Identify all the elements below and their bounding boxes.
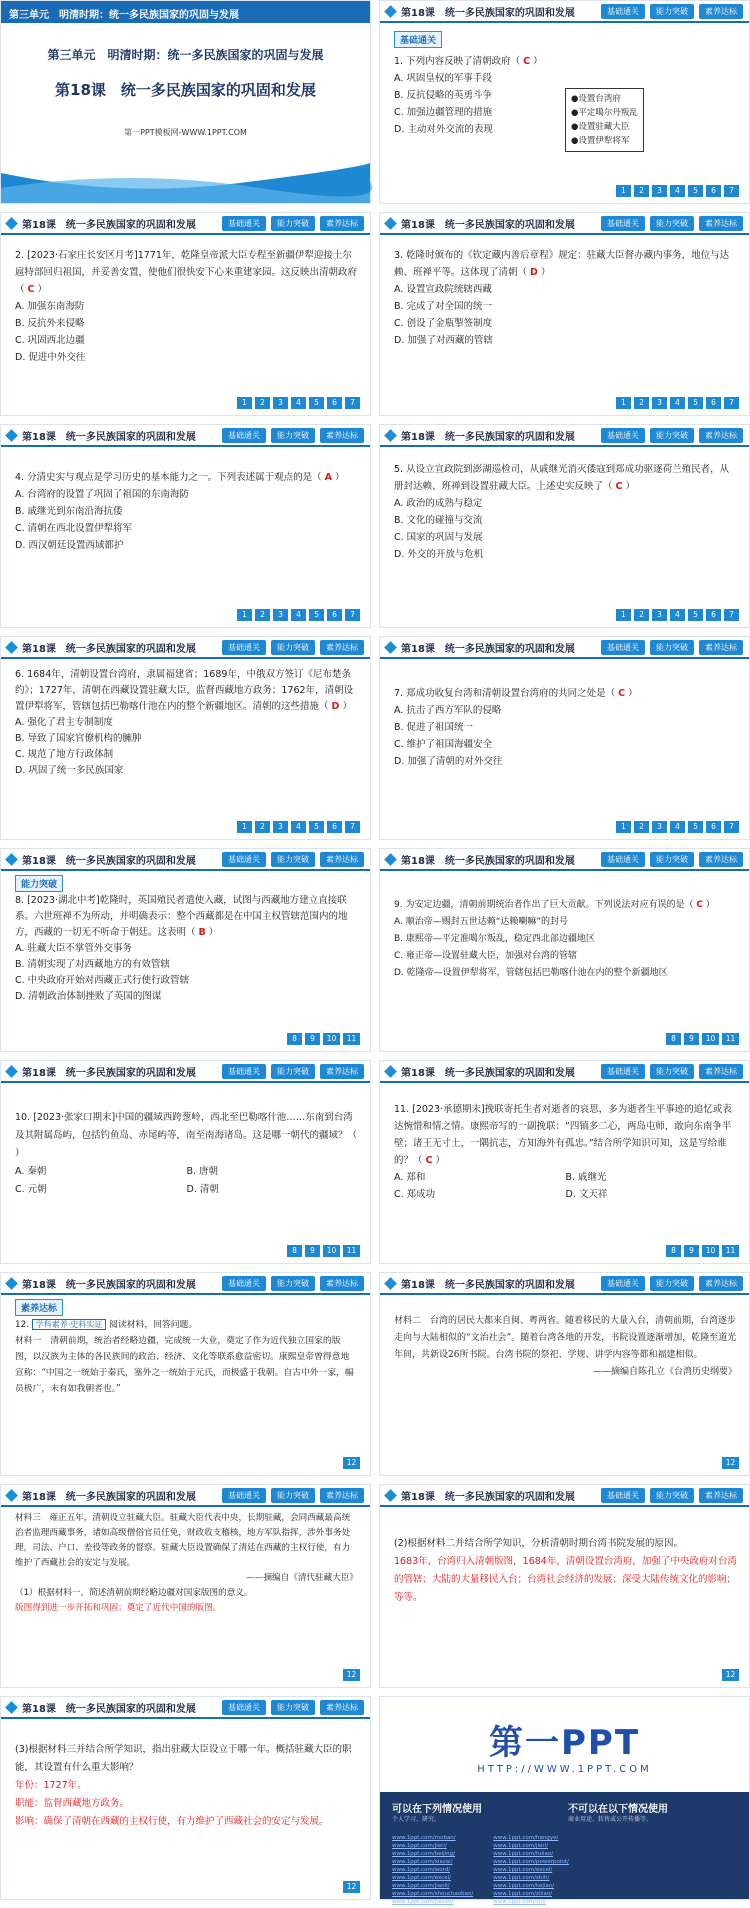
pager: 8 9 10 11 — [287, 1033, 360, 1045]
slide-q10 — [0, 1060, 371, 1264]
pager: 1 2 3 4 5 6 7 — [616, 397, 739, 409]
section-tag: 素养达标 — [15, 1299, 63, 1316]
pager: 1 2 3 4 5 6 7 — [616, 821, 739, 833]
tab-basic[interactable]: 基础通关 — [222, 640, 266, 655]
sub-question-3: (3)根据材料三并结合所学知识，指出驻藏大臣设立于哪一年。概括驻藏大臣的职能，其设置有什么重大影响？ 年份：1727年。 职能：监督西藏地方政务。 影响：确保了清朝在西藏的主权行使，有力维护了西藏社会的安定与发展。 — [15, 1744, 352, 1827]
tab-basic[interactable]: 基础通关 — [601, 640, 645, 655]
slide-header: 第18课 统一多民族国家的巩固和发展 — [1, 637, 370, 659]
pager: 1 2 3 4 5 6 7 — [237, 821, 360, 833]
material-3: 材料三 雍正五年，清朝设立驻藏大臣。驻藏大臣代表中央，长期驻藏，会同西藏最高统治者监理西藏事务，诸如高级僧俗官员任免，财政收支稽核，地方军队指挥，涉外事务处理，司法、户口、差役等政务的督察。驻藏大臣设置确保了清廷在西藏的主权行使，有力维护了西藏社会的安定与发展。 ——摘编自《清代驻藏大臣》 （1）根据材料一，简述清朝前期经略边疆对国家版图的意义。 版图得到进一步开拓和巩固；奠定了近代中国的版图。 — [15, 1513, 358, 1613]
tab-ability[interactable]: 能力突破 — [650, 1276, 694, 1291]
slide-q9 — [379, 848, 750, 1052]
tab-literacy[interactable]: 素养达标 — [699, 1064, 743, 1079]
lesson-title: 第18课 统一多民族国家的巩固和发展 — [55, 81, 316, 99]
diamond-icon — [384, 853, 397, 866]
sub-question-2: (2)根据材料二并结合所学知识，分析清朝时期台湾书院发展的原因。 1683年，台湾归入清朝版图，1684年，清朝设置台湾府，加强了中央政府对台湾的管辖；大陆的大量移民入台；台湾社会经济的发展；深受大陆传统文化的影响；等等。 — [394, 1538, 737, 1603]
slide-q8 — [0, 848, 371, 1052]
question: 2. [2023·石家庄长安区月考]1771年，乾隆皇帝派大臣专程至新疆伊犁迎接土尔扈特部回归祖国，并妥善安置，使他们很快安下心来重建家园。这反映出清朝政府（ C ） A. 加强东南海防 B. 反抗外来侵略 C. 巩固西北边疆 D. 促进中外交往 — [15, 250, 358, 363]
tab-literacy[interactable]: 素养达标 — [699, 1276, 743, 1291]
slide-header: 第18课 统一多民族国家的巩固和发展 — [380, 1273, 749, 1295]
slide-q12-sub3 — [0, 1696, 371, 1900]
pager: 1 2 3 4 5 6 7 — [616, 185, 739, 197]
tab-basic[interactable]: 基础通关 — [601, 852, 645, 867]
tab-basic[interactable]: 基础通关 — [601, 428, 645, 443]
tab-basic[interactable]: 基础通关 — [222, 1276, 266, 1291]
slide-q12-m1 — [0, 1272, 371, 1476]
material-2: 材料二 台湾的居民大都来自闽、粤两省。随着移民的大量入台，清朝前期，台湾逐步走向与大陆相似的“文治社会”。随着台湾各地的开发，书院设置逐渐增加，乾隆至道光年间，共新设26所书院。台湾书院的祭祀、学规、讲学内容等都和福建相似。 ——摘编自陈孔立《台湾历史纲要》 — [394, 1316, 737, 1377]
question: 6. 1684年，清朝设置台湾府，隶属福建省；1689年，中俄双方签订《尼布楚条约》；1727年，清朝在西藏设置驻藏大臣，监督西藏地方政务；1762年，清朝设置伊犁将军，管辖包括巴勒喀什池在内的整个新疆地区。清朝的这些措施（ D ） A. 强化了君主专制制度 B. 导致了国家官僚机构的臃肿 C. 规范了地方行政体制 D. 巩固了统一多民族国家 — [15, 669, 354, 776]
slide-header: 第18课 统一多民族国家的巩固和发展 — [1, 213, 370, 235]
slide-header: 第18课 统一多民族国家的巩固和发展 — [1, 849, 370, 871]
tab-literacy[interactable]: 素养达标 — [699, 4, 743, 19]
tab-basic[interactable]: 基础通关 — [601, 4, 645, 19]
pager: 12 — [722, 1457, 739, 1469]
site-text: 第一PPT模板网-WWW.1PPT.COM — [124, 128, 247, 137]
slide-q12-m2 — [379, 1272, 750, 1476]
diamond-icon — [5, 641, 18, 654]
unit-bar: 第三单元 明清时期：统一多民族国家的巩固与发展 — [1, 1, 370, 23]
pager: 12 — [343, 1457, 360, 1469]
question: 4. 分清史实与观点是学习历史的基本能力之一。下列表述属于观点的是（ A ） A. 台湾府的设置了巩固了祖国的东南海防 B. 戚继光到东南沿海抗倭 C. 清朝在西北设置伊犁将军 D. 西汉朝廷设置西域都护 — [15, 472, 345, 551]
tab-literacy[interactable]: 素养达标 — [320, 428, 364, 443]
tab-literacy[interactable]: 素养达标 — [320, 1488, 364, 1503]
slide-header: 第18课 统一多民族国家的巩固和发展 — [1, 425, 370, 447]
tab-ability[interactable]: 能力突破 — [271, 1488, 315, 1503]
pager: 8 9 10 11 — [666, 1245, 739, 1257]
slide-header: 第18课 统一多民族国家的巩固和发展 — [380, 849, 749, 871]
diamond-icon — [5, 1489, 18, 1502]
slide-header: 第18课 统一多民族国家的巩固和发展 — [380, 1061, 749, 1083]
slide-q12-m3 — [0, 1484, 371, 1688]
diamond-icon — [384, 1277, 397, 1290]
tab-basic[interactable]: 基础通关 — [222, 1064, 266, 1079]
diamond-icon — [5, 217, 18, 230]
tab-basic[interactable]: 基础通关 — [222, 852, 266, 867]
slide-header: 第18课 统一多民族国家的巩固和发展 — [380, 213, 749, 235]
pager: 8 9 10 11 — [666, 1033, 739, 1045]
slide-header: 第18课 统一多民族国家的巩固和发展 — [380, 637, 749, 659]
slide-header: 第18课 统一多民族国家的巩固和发展 — [380, 425, 749, 447]
question: 3. 乾隆时颁布的《钦定藏内善后章程》规定：驻藏大臣督办藏内事务，地位与达赖、班禅平等。这体现了清朝（ D ） A. 设置宣政院统辖西藏 B. 完成了对全国的统一 C. 创设了金瓶掣签制度 D. 加强了对西藏的管辖 — [394, 250, 730, 346]
tab-basic[interactable]: 基础通关 — [222, 1488, 266, 1503]
tab-ability[interactable]: 能力突破 — [650, 428, 694, 443]
section-tag: 基础通关 — [394, 31, 442, 48]
slide-q4 — [0, 424, 371, 628]
pager: 1 2 3 4 5 6 7 — [237, 609, 360, 621]
pager: 8 9 10 11 — [287, 1245, 360, 1257]
tab-literacy[interactable]: 素养达标 — [320, 216, 364, 231]
1ppt-logo: 第一PPT — [488, 1722, 641, 1763]
slide-header: 第18课 统一多民族国家的巩固和发展 — [380, 1, 749, 23]
usage-panel: 可以在下列情况使用 个人学习、研究。 不可以在以下情况使用 商业用途、转售或公开传播等。 www.1ppt.com/moban/ www.1ppt.com/jieri/ www.1ppt.com/beijing/ www.1ppt.com/xiazai/ www.1ppt.com/word/ www.1ppt.com/excel/ www.1ppt.com/jianli/ www.1ppt.com/shouchaobao/ www.1ppt.com/jiaoan/ www.1ppt.com/hangye/ www.1ppt.com/jieri/ www.1ppt.com/fuliao/ www.1ppt.com/powerpoint/ www.1ppt.com/excel/ www.1ppt.com/shiti/ www.1ppt.com/kejian/ www.1ppt.com/ziliao/ www.1ppt.com/shi/ — [380, 1792, 749, 1899]
tab-ability[interactable]: 能力突破 — [650, 1064, 694, 1079]
slide-header: 第18课 统一多民族国家的巩固和发展 — [380, 1485, 749, 1507]
slide-q11 — [379, 1060, 750, 1264]
tab-basic[interactable]: 基础通关 — [601, 1276, 645, 1291]
tab-literacy[interactable]: 素养达标 — [320, 640, 364, 655]
tab-ability[interactable]: 能力突破 — [271, 428, 315, 443]
diamond-icon — [384, 1065, 397, 1078]
tab-ability[interactable]: 能力突破 — [650, 4, 694, 19]
pager: 12 — [722, 1669, 739, 1681]
material-1: 12. 学科素养·史料实证 阅读材料，回答问题。 材料一 清朝前期，统治者经略边疆，完成统一大业，奠定了作为近代独立国家的版图，以汉族为主体的各民族间的政治、经济、文化等联系愈益密切。康熙皇帝曾得意地宣称：“中国之一统始于秦氏，塞外之一统始于元氏，而极盛于我朝。自古中外一家，幅员极广，未有如我朝者也。” — [15, 1320, 354, 1394]
slide-1ppt — [379, 1696, 750, 1905]
tab-literacy[interactable]: 素养达标 — [320, 1276, 364, 1291]
tab-literacy[interactable]: 素养达标 — [699, 640, 743, 655]
1ppt-url[interactable]: HTTP://WWW.1PPT.COM — [477, 1763, 652, 1775]
tab-ability[interactable]: 能力突破 — [271, 1064, 315, 1079]
tab-ability[interactable]: 能力突破 — [650, 216, 694, 231]
tab-literacy[interactable]: 素养达标 — [320, 852, 364, 867]
tab-basic[interactable]: 基础通关 — [222, 1700, 266, 1715]
tab-ability[interactable]: 能力突破 — [271, 1276, 315, 1291]
cover-slide — [0, 0, 371, 204]
slide-q3 — [379, 212, 750, 416]
info-box: ●设置台湾府 ●平定噶尔丹叛乱 ●设置驻藏大臣 ●设置伊犁将军 — [565, 88, 644, 152]
section-tag: 能力突破 — [15, 875, 63, 892]
slide-q6 — [0, 636, 371, 840]
diamond-icon — [384, 429, 397, 442]
slide-q12-sub2 — [379, 1484, 750, 1688]
tab-literacy[interactable]: 素养达标 — [699, 216, 743, 231]
question: 1. 下列内容反映了清朝政府（ C ） A. 巩固皇权的军事手段 B. 反抗侵略的英勇斗争 C. 加强边疆管理的措施 D. 主动对外交流的表现 — [394, 56, 543, 135]
slide-q7 — [379, 636, 750, 840]
question: 10. [2023·张家口期末]中国的疆域西跨葱岭，西北至巴勒喀什池……东南到台湾及其附属岛屿，包括钓鱼岛、赤尾屿等，南至南海诸岛。这是哪一朝代的疆域？（ ） A. 秦朝 B. 唐朝 C. 元朝 D. 清朝 — [15, 1112, 358, 1195]
slide-q1 — [379, 0, 750, 204]
slide-header: 第18课 统一多民族国家的巩固和发展 — [1, 1273, 370, 1295]
diamond-icon — [5, 1065, 18, 1078]
question: 5. 从设立宣政院到澎湖巡检司，从戚继光消灭倭寇到郑成功驱逐荷兰殖民者，从册封达赖、班禅到设置驻藏大臣。上述史实反映了（ C ） A. 政治的成熟与稳定 B. 文化的碰撞与交流 C. 国家的巩固与发展 D. 外交的开放与危机 — [394, 464, 730, 560]
unit-title: 第三单元 明清时期：统一多民族国家的巩固与发展 — [47, 48, 324, 62]
question: 8. [2023·湖北中考]乾隆时，英国殖民者遣使入藏，试图与西藏地方建立直接联系。六世班禅不为所动，并明确表示：整个西藏都是在中国主权管辖范围内的地方，西藏的一切无不听命于朝廷。这表明（ B ） A. 驻藏大臣不掌管外交事务 B. 清朝实现了对西藏地方的有效管辖 C. 中央政府开始对西藏正式行使行政管辖 D. 清朝政治体制挫败了英国的图谋 — [15, 895, 348, 1002]
diamond-icon — [384, 641, 397, 654]
diamond-icon — [384, 217, 397, 230]
diamond-icon — [5, 1701, 18, 1714]
pager: 1 2 3 4 5 6 7 — [237, 397, 360, 409]
tab-literacy[interactable]: 素养达标 — [320, 1064, 364, 1079]
slide-q2 — [0, 212, 371, 416]
pager: 12 — [343, 1881, 360, 1893]
diamond-icon — [5, 429, 18, 442]
wave-decoration — [1, 143, 370, 203]
tab-basic[interactable]: 基础通关 — [601, 1064, 645, 1079]
tab-literacy[interactable]: 素养达标 — [699, 852, 743, 867]
tab-literacy[interactable]: 素养达标 — [699, 1488, 743, 1503]
diamond-icon — [384, 1489, 397, 1502]
diamond-icon — [5, 853, 18, 866]
tab-ability[interactable]: 能力突破 — [271, 852, 315, 867]
pager: 1 2 3 4 5 6 7 — [616, 609, 739, 621]
tab-ability[interactable]: 能力突破 — [271, 1700, 315, 1715]
pager: 12 — [343, 1669, 360, 1681]
question: 9. 为安定边疆，清朝前期统治者作出了巨大贡献。下列说法对应有误的是（ C ） A. 顺治帝—赐封五世达赖“达赖喇嘛”的封号 B. 康熙帝—平定准噶尔叛乱，稳定西北部边疆地区 C. 雍正帝—设置驻藏大臣，加强对台湾的管辖 D. 乾隆帝—设置伊犁将军，管辖包括巴勒喀什池在内的整个新疆地区 — [394, 900, 715, 978]
diamond-icon — [5, 1277, 18, 1290]
tab-ability[interactable]: 能力突破 — [650, 852, 694, 867]
tab-basic[interactable]: 基础通关 — [601, 1488, 645, 1503]
tab-literacy[interactable]: 素养达标 — [320, 1700, 364, 1715]
literacy-label: 学科素养·史料实证 — [32, 1319, 107, 1330]
tab-ability[interactable]: 能力突破 — [271, 640, 315, 655]
tab-basic[interactable]: 基础通关 — [601, 216, 645, 231]
tab-ability[interactable]: 能力突破 — [650, 1488, 694, 1503]
tab-literacy[interactable]: 素养达标 — [699, 428, 743, 443]
question: 11. [2023·承德期末]挽联寄托生者对逝者的哀思，多为逝者生平事迹的追忆或表达惋惜和情之情。康熙帝写的一副挽联：“四镇多二心，两岛屯师，敢向东南争半壁；诸王无寸土，一隅抗志，方知海外有孤忠。”结合所学知识可知，这是写给谁的？（ C ） A. 郑和 B. 戚继光 C. 郑成功 D. 文天祥 — [394, 1104, 732, 1200]
question: 7. 郑成功收复台湾和清朝设置台湾府的共同之处是（ C ） A. 抗击了西方军队的侵略 B. 促进了祖国统一 C. 维护了祖国海疆安全 D. 加强了清朝的对外交往 — [394, 688, 638, 767]
slide-header: 第18课 统一多民族国家的巩固和发展 — [1, 1697, 370, 1719]
diamond-icon — [384, 5, 397, 18]
slide-header: 第18课 统一多民族国家的巩固和发展 — [1, 1485, 370, 1507]
tab-basic[interactable]: 基础通关 — [222, 216, 266, 231]
tab-ability[interactable]: 能力突破 — [271, 216, 315, 231]
tab-basic[interactable]: 基础通关 — [222, 428, 266, 443]
slide-header: 第18课 统一多民族国家的巩固和发展 — [1, 1061, 370, 1083]
tab-ability[interactable]: 能力突破 — [650, 640, 694, 655]
slide-q5 — [379, 424, 750, 628]
